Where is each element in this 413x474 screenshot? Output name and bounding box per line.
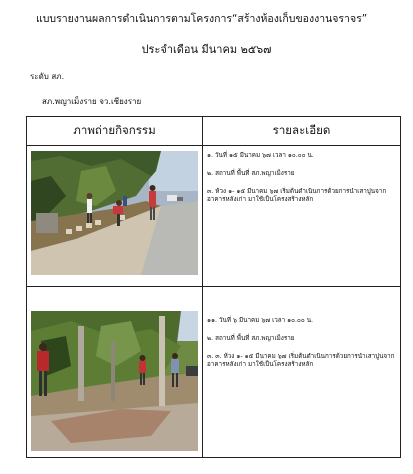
construction-photo-roadside-icon: [31, 151, 198, 275]
report-level: ระดับ สภ.: [30, 72, 65, 81]
header-details: รายละเอียด: [203, 117, 401, 146]
report-office: สภ.พญาเม็งราย จว.เชียงราย: [42, 97, 142, 106]
detail-cell: [203, 146, 401, 287]
detail-cell: [203, 287, 401, 458]
detail-description: ๓. ห้วง ๑- ๑๕ มีนาคม ๖๗ เริ่มต้นดำเนินการด้วยการนำเสาปูนจากอาคารหลังเก่า มาใช้เป็นโครงสร้างหลัก: [207, 188, 387, 203]
detail-block-1: [203, 146, 400, 203]
activity-photo-1: [31, 151, 198, 275]
detail-block-2: [203, 287, 400, 368]
photo-cell: [27, 287, 203, 458]
detail-date: ๑๑. วันที่ ๖ มีนาคม ๖๗ เวลา ๑๐.๐๐ น.: [207, 317, 313, 324]
table-header-row: [27, 117, 401, 146]
photo-cell: [27, 146, 203, 287]
report-title: แบบรายงานผลการดำเนินการตามโครงการ“สร้างห้องเก็บของงานจราจร”: [36, 13, 368, 25]
detail-description: ๓. ๓. ห้วง ๑- ๑๕ มีนาคม ๖๗ เริ่มต้นดำเนินการด้วยการนำเสาปูนจากอาคารหลังเก่า มาใช้เป็นโครงสร้างหลัก: [207, 353, 395, 368]
detail-location: ๒. สถานที่ พื้นที่ สภ.พญาเม็งราย: [207, 170, 295, 178]
header-photos: ภาพถ่ายกิจกรรม: [27, 117, 203, 146]
detail-date: ๑. วันที่ ๑๕ มีนาคม ๖๗ เวลา ๑๐.๐๐ น.: [207, 152, 314, 159]
construction-photo-pillars-icon: [31, 311, 198, 451]
activity-table: [26, 116, 401, 458]
activity-photo-2: [31, 311, 198, 451]
table-row: [27, 287, 401, 458]
table-row: [27, 146, 401, 287]
report-subtitle: ประจำเดือน มีนาคม ๒๕๖๗: [141, 43, 272, 56]
detail-location: ๒. สถานที่ พื้นที่ สภ.พญาเม็งราย: [207, 335, 295, 343]
